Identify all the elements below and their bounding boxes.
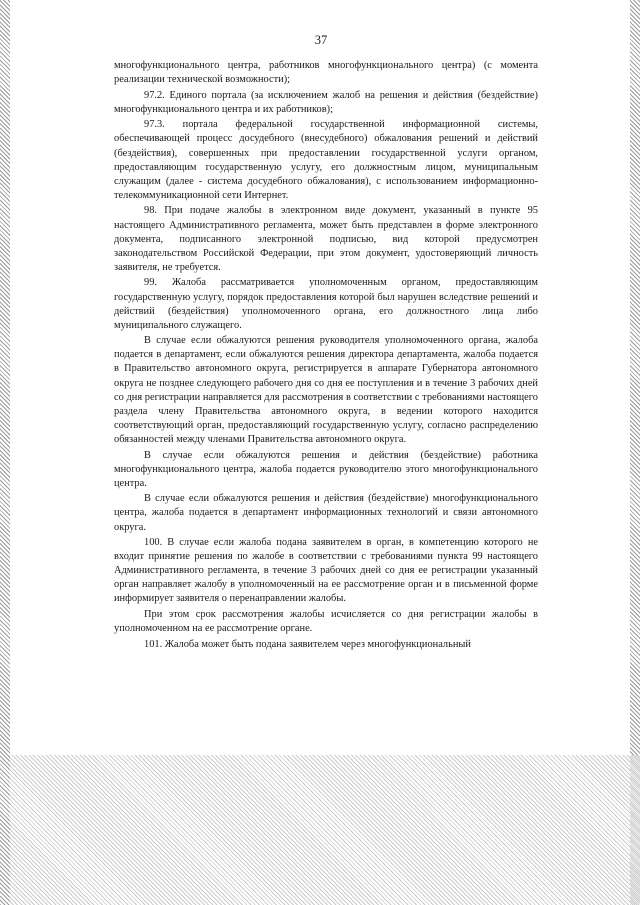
paragraph: 101. Жалоба может быть подана заявителем через многофункциональный	[144, 638, 471, 650]
document-body	[114, 59, 538, 653]
paragraph: 98. При подаче жалобы в электронном виде документ, указанный в пункте 95 настоящего Административного регламента, может быть представлен в форме электронного документа, подписанного электронной подписью, вид которой предусмотрен законодательством Российской Федерации, при этом документ, удостоверяющий личность заявителя, не требуется.	[114, 205, 538, 273]
paragraph: 97.2. Единого портала (за исключением жалоб на решения и действия (бездействие) многофункционального центра и их работников);	[114, 89, 538, 115]
paragraph: В случае если обжалуются решения руководителя уполномоченного органа, жалоба подается в департамент, если обжалуются решения директора департамента, жалоба подается в Правительство автономного округа, регистрируется в аппарате Губернатора автономного округа не позднее следующего рабочего дня со дня ее поступления и в течение 3 рабочих дней со дня регистрации направляется для рассмотрения в соответствии с требованиями настоящего раздела члену Правительства автономного округа, в ведении которого находится соответствующий орган, предоставляющий государственную услугу, согласно распределению обязанностей между членами Правительства автономного округа.	[114, 335, 538, 445]
paragraph: 100. В случае если жалоба подана заявителем в орган, в компетенцию которого не входит принятие решения по жалобе в соответствии с требованиями пункта 99 настоящего Административного регламента, в течение 3 рабочих дней со дня ее регистрации указанный орган направляет жалобу в уполномоченный на ее рассмотрение орган и в письменной форме информирует заявителя о перенаправлении жалобы.	[114, 537, 538, 605]
document-page	[48, 0, 594, 755]
page-number: 37	[314, 33, 328, 47]
paragraph: 97.3. портала федеральной государственной информационной системы, обеспечивающей процесс досудебного (внесудебного) обжалования решений и действий (бездействия), совершенных при предоставлении государственной услуги органом, предоставляющим государственную услугу, его должностным лицом, муниципальным служащим (далее - система досудебного обжалования), с использованием информационно-телекоммуникационной сети Интернет.	[114, 119, 538, 201]
paragraph: В случае если обжалуются решения и действия (бездействие) работника многофункционального центра, жалоба подается руководителю этого многофункционального центра.	[114, 449, 538, 489]
scan-border-bottom	[0, 755, 640, 905]
paragraph: многофункционального центра, работников многофункционального центра) (с момента реализации технической возможности);	[114, 60, 538, 86]
paragraph: При этом срок рассмотрения жалобы исчисляется со дня регистрации жалобы в уполномоченном на ее рассмотрение органе.	[114, 609, 538, 635]
paragraph: В случае если обжалуются решения и действия (бездействие) многофункционального центра, жалоба подается в департамент информационных технологий и связи автономного округа.	[114, 493, 538, 533]
paragraph: 99. Жалоба рассматривается уполномоченным органом, предоставляющим государственную услугу, порядок предоставления которой был нарушен вследствие решений и действий (бездействия) уполномоченного органа, его должностного лица либо муниципального служащего.	[114, 277, 538, 331]
